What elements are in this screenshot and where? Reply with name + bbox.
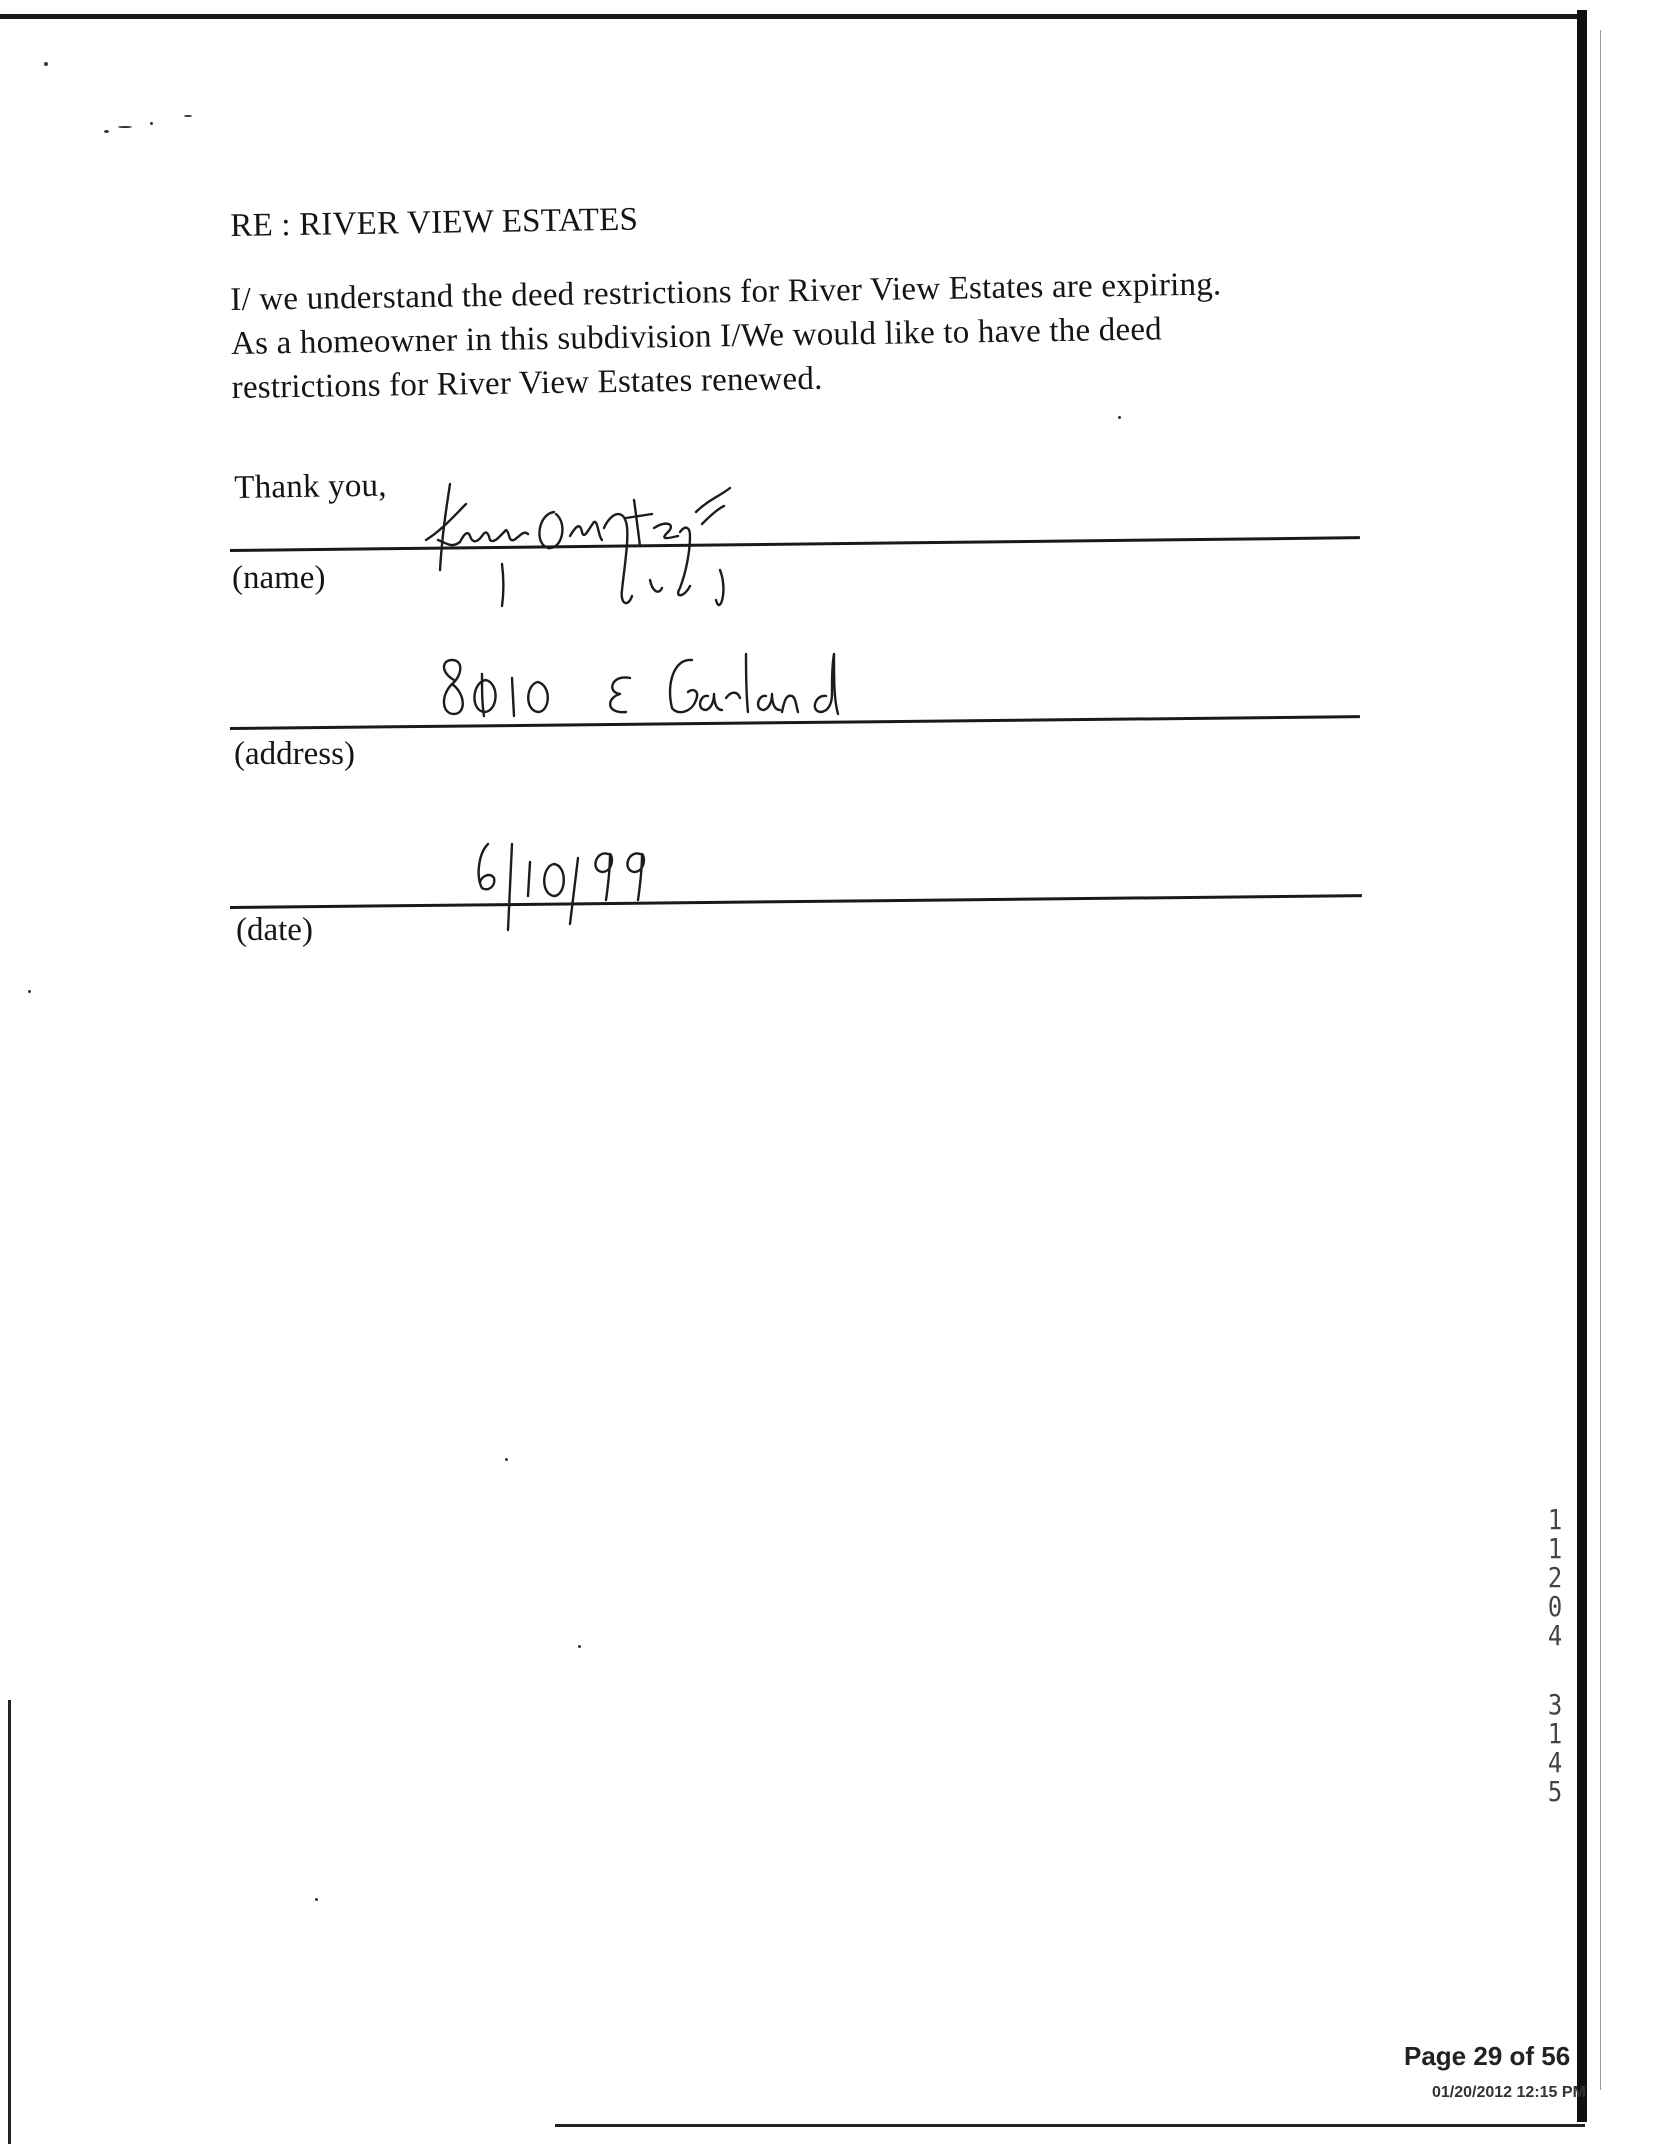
body-line: I/ we understand the deed restrictions for River View Estates are expiring. — [230, 266, 1222, 318]
scan-speck — [104, 130, 109, 133]
scan-speck — [315, 1898, 318, 1901]
body-line: As a homeowner in this subdivision I/We would like to have the deed — [230, 311, 1163, 362]
clipped-footer-text: 01/20/2012 12:15 PM — [1432, 2084, 1586, 2098]
letter-body — [230, 260, 1382, 410]
scan-border-bottom — [555, 2124, 1585, 2127]
stamp-digit: 3 — [1547, 1688, 1563, 1721]
subject-line: RE : RIVER VIEW ESTATES — [230, 201, 639, 244]
handwritten-date — [468, 834, 698, 934]
page-number: Page 29 of 56 — [1404, 2041, 1571, 2071]
scan-speck — [505, 1458, 508, 1461]
document-stamp-number — [1542, 1505, 1568, 1806]
stamp-digit: 4 — [1547, 1619, 1563, 1652]
address-label: (address) — [234, 736, 355, 772]
date-signature-line — [230, 894, 1362, 909]
stamp-digit: 5 — [1547, 1775, 1563, 1808]
scan-border-right-thin — [1600, 30, 1601, 2090]
name-label: (name) — [232, 560, 326, 596]
handwritten-address — [430, 650, 870, 735]
scan-speck — [184, 115, 192, 117]
clipped-footer-timestamp — [1432, 2082, 1592, 2098]
handwritten-signature — [390, 470, 810, 620]
scan-speck — [578, 1645, 581, 1648]
stamp-digit: 2 — [1547, 1561, 1563, 1594]
stamp-digit: 4 — [1547, 1746, 1563, 1779]
scan-speck — [1118, 416, 1121, 419]
body-line: restrictions for River View Estates renewed. — [231, 360, 823, 406]
stamp-gap — [1542, 1650, 1568, 1690]
stamp-digit: 1 — [1547, 1717, 1563, 1750]
scan-border-right — [1577, 10, 1587, 2122]
scan-speck — [44, 62, 48, 66]
scan-speck — [150, 122, 153, 125]
stamp-digit: 0 — [1547, 1590, 1563, 1623]
closing-text: Thank you, — [234, 467, 387, 506]
stamp-digit: 1 — [1547, 1532, 1563, 1565]
stamp-digit: 1 — [1547, 1503, 1563, 1536]
date-label: (date) — [236, 912, 313, 948]
scan-speck — [28, 990, 31, 993]
scan-border-left — [8, 1700, 11, 2144]
scan-speck — [118, 126, 132, 128]
scan-border-top — [0, 14, 1585, 19]
